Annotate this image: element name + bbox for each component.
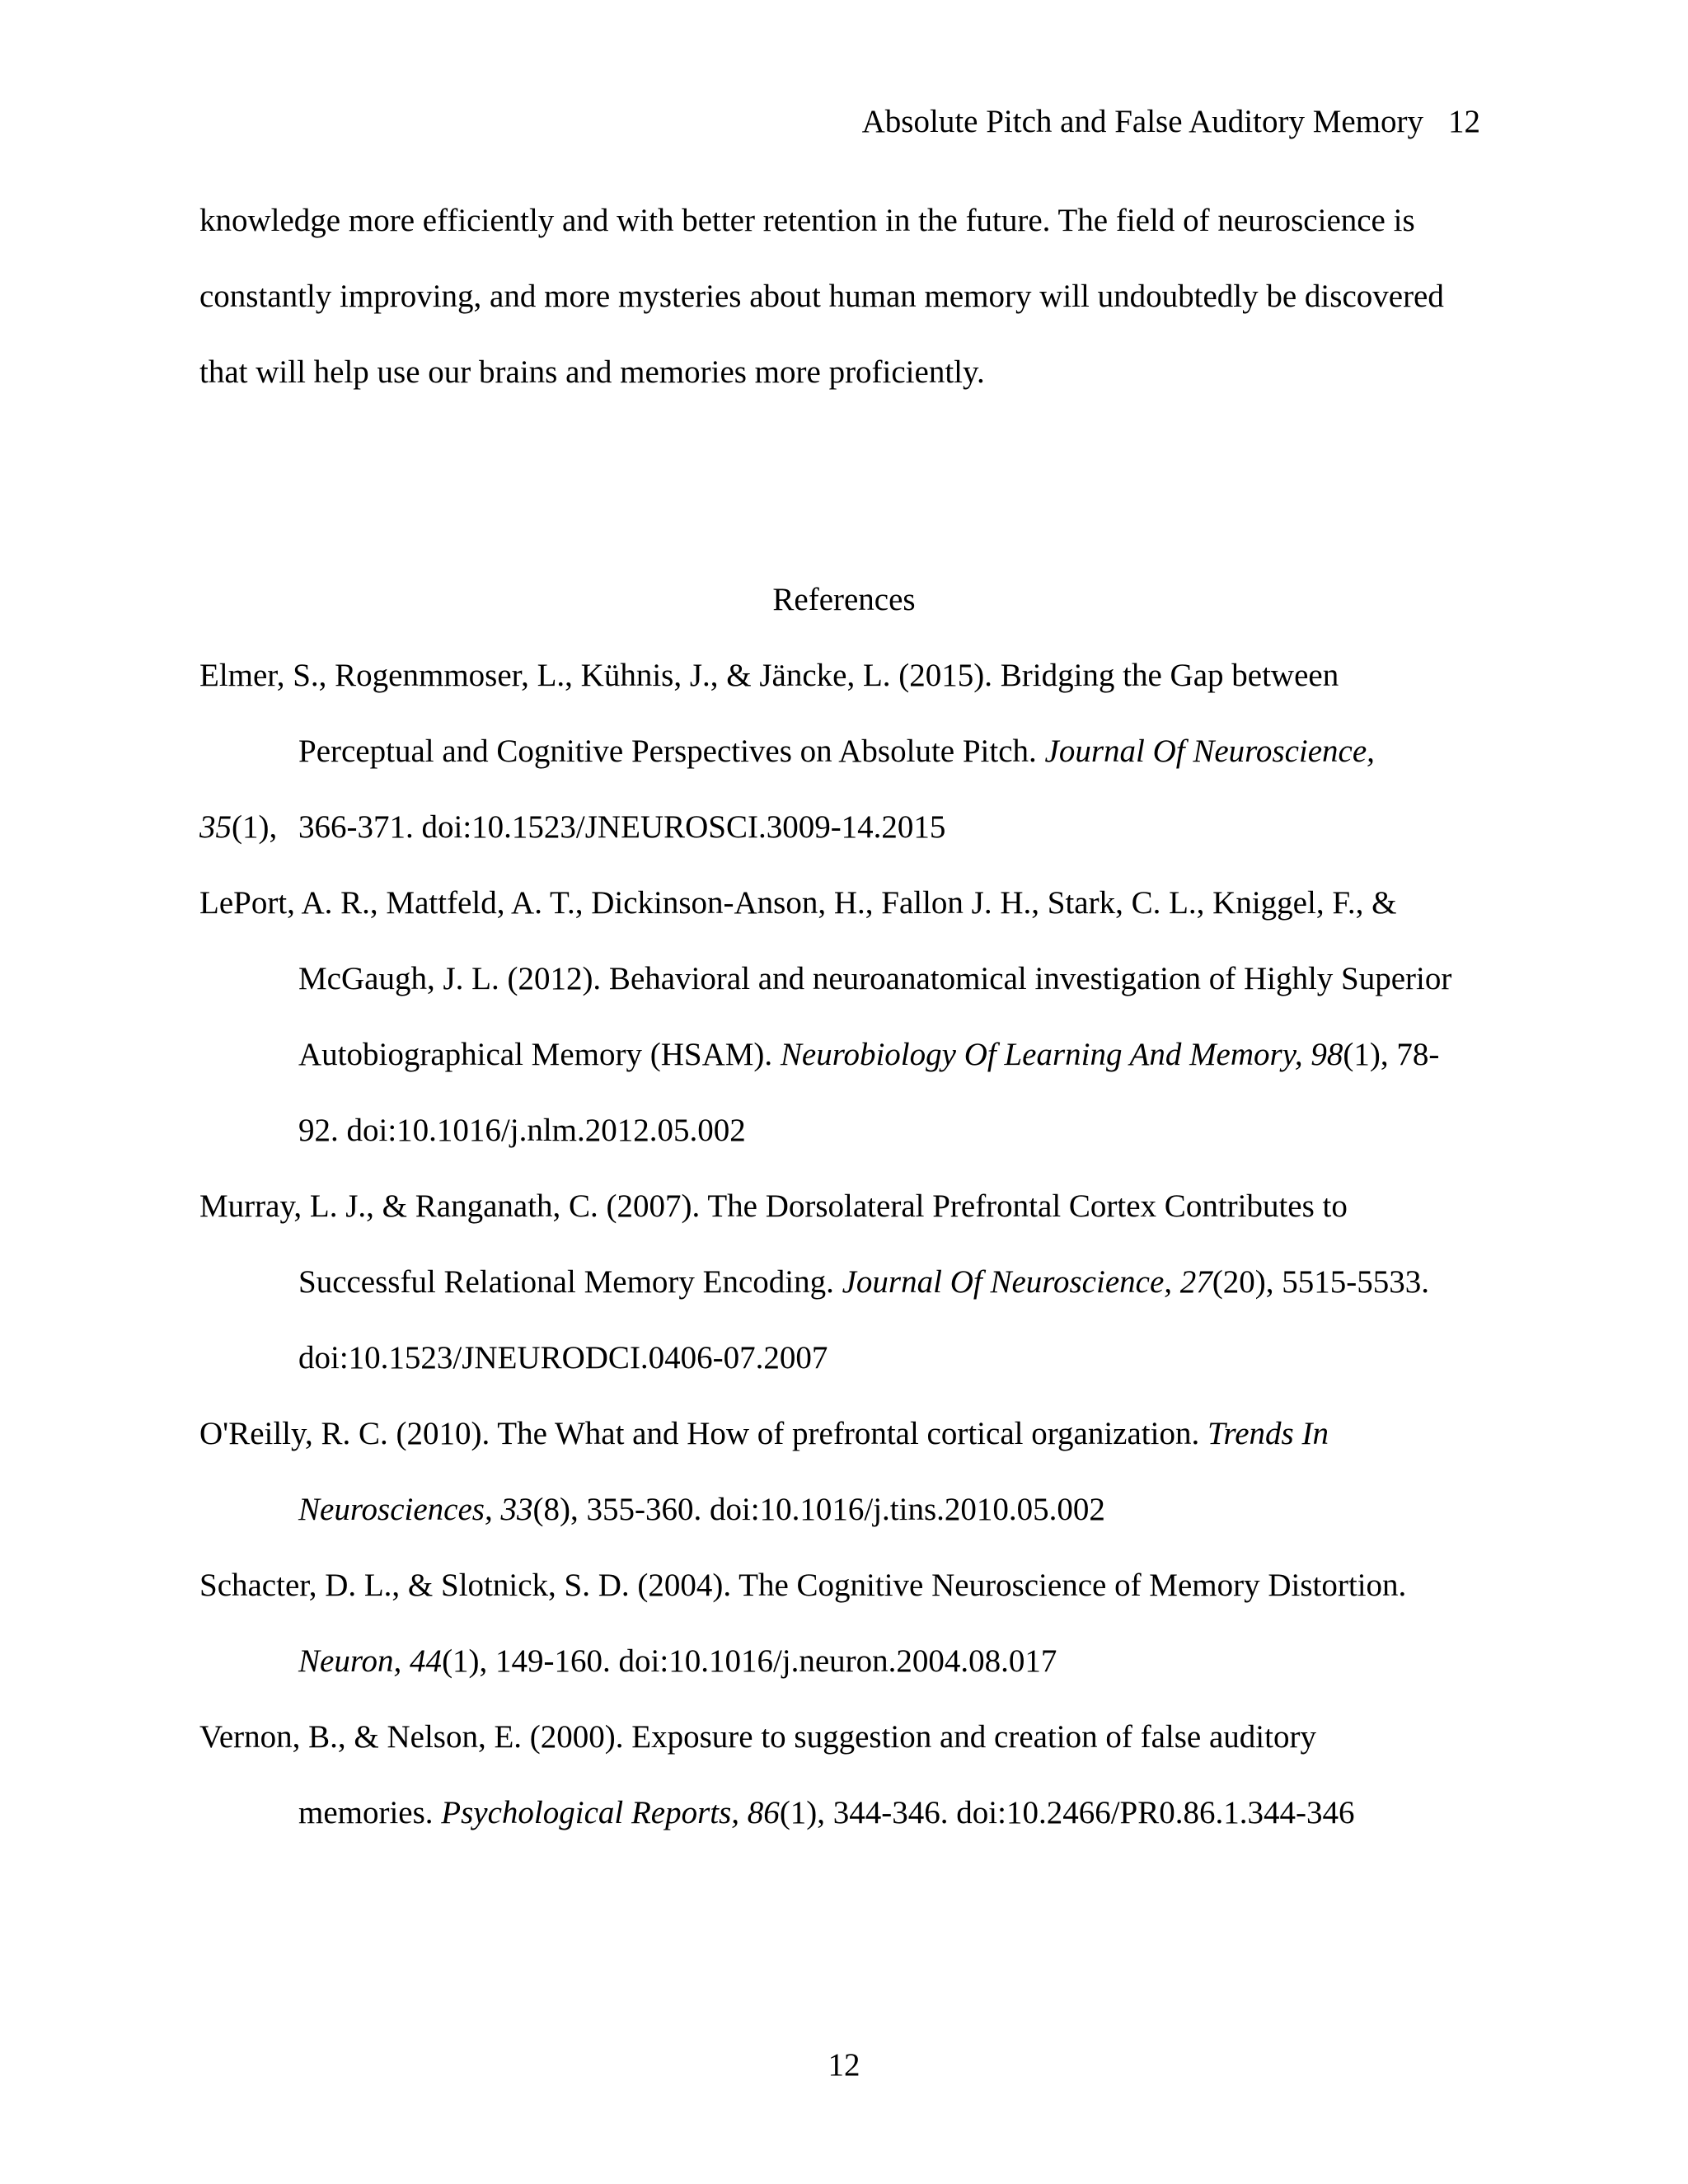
reference-line: Vernon, B., & Nelson, E. (2000). Exposure to suggestion and creation of false auditory — [199, 1719, 1316, 1755]
journal-title: Neurosciences, 33 — [298, 1492, 533, 1527]
reference-line: Neurosciences, 33(8), 355-360. doi:10.1016/j.tins.2010.05.002 — [298, 1492, 1105, 1527]
header-page-number: 12 — [1448, 104, 1480, 139]
reference-line: 92. doi:10.1016/j.nlm.2012.05.002 — [298, 1113, 746, 1148]
reference-line: O'Reilly, R. C. (2010). The What and How of prefrontal cortical organization. Trends In — [199, 1416, 1329, 1451]
reference-line: Elmer, S., Rogenmmoser, L., Kühnis, J., & Jäncke, L. (2015). Bridging the Gap between — [199, 658, 1339, 693]
reference-line: memories. Psychological Reports, 86(1), 344-346. doi:10.2466/PR0.86.1.344-346 — [298, 1795, 1355, 1830]
running-head-title: Absolute Pitch and False Auditory Memory — [861, 104, 1423, 139]
reference-line: Successful Relational Memory Encoding. Journal Of Neuroscience, 27(20), 5515-5533. — [298, 1264, 1429, 1300]
footer-page-number: 12 — [828, 2047, 860, 2083]
journal-title: Trends In — [1207, 1416, 1329, 1451]
reference-line: Perceptual and Cognitive Perspectives on Absolute Pitch. Journal Of Neuroscience, — [298, 733, 1375, 769]
body-line: that will help use our brains and memories more proficiently. — [199, 354, 985, 390]
reference-line: Autobiographical Memory (HSAM). Neurobiology Of Learning And Memory, 98(1), 78- — [298, 1037, 1440, 1072]
reference-line: 35(1), — [199, 809, 278, 845]
reference-line: 366-371. doi:10.1523/JNEUROSCI.3009-14.2015 — [298, 809, 946, 845]
journal-title: Neuron, 44 — [298, 1643, 443, 1679]
volume: 35 — [199, 809, 232, 845]
reference-line: Murray, L. J., & Ranganath, C. (2007). The Dorsolateral Prefrontal Cortex Contributes to — [199, 1188, 1348, 1224]
journal-title: Journal Of Neuroscience, 27 — [842, 1264, 1212, 1300]
reference-line: LePort, A. R., Mattfeld, A. T., Dickinson-Anson, H., Fallon J. H., Stark, C. L., Kniggel, F., & — [199, 885, 1397, 921]
journal-title: Neurobiology Of Learning And Memory, 98 — [780, 1037, 1343, 1072]
reference-line: doi:10.1523/JNEURODCI.0406-07.2007 — [298, 1340, 828, 1376]
journal-title: Psychological Reports, 86 — [441, 1795, 780, 1830]
references-heading: References — [772, 582, 916, 617]
reference-line: McGaugh, J. L. (2012). Behavioral and neuroanatomical investigation of Highly Superior — [298, 961, 1452, 996]
journal-title: Journal Of Neuroscience, — [1044, 733, 1375, 769]
running-head — [862, 105, 1480, 138]
reference-line: Schacter, D. L., & Slotnick, S. D. (2004). The Cognitive Neuroscience of Memory Distortion. — [199, 1568, 1407, 1603]
body-line: knowledge more efficiently and with better retention in the future. The field of neuroscience is — [199, 203, 1415, 238]
body-line: constantly improving, and more mysteries about human memory will undoubtedly be discovered — [199, 279, 1444, 314]
reference-line: Neuron, 44(1), 149-160. doi:10.1016/j.neuron.2004.08.017 — [298, 1643, 1057, 1679]
